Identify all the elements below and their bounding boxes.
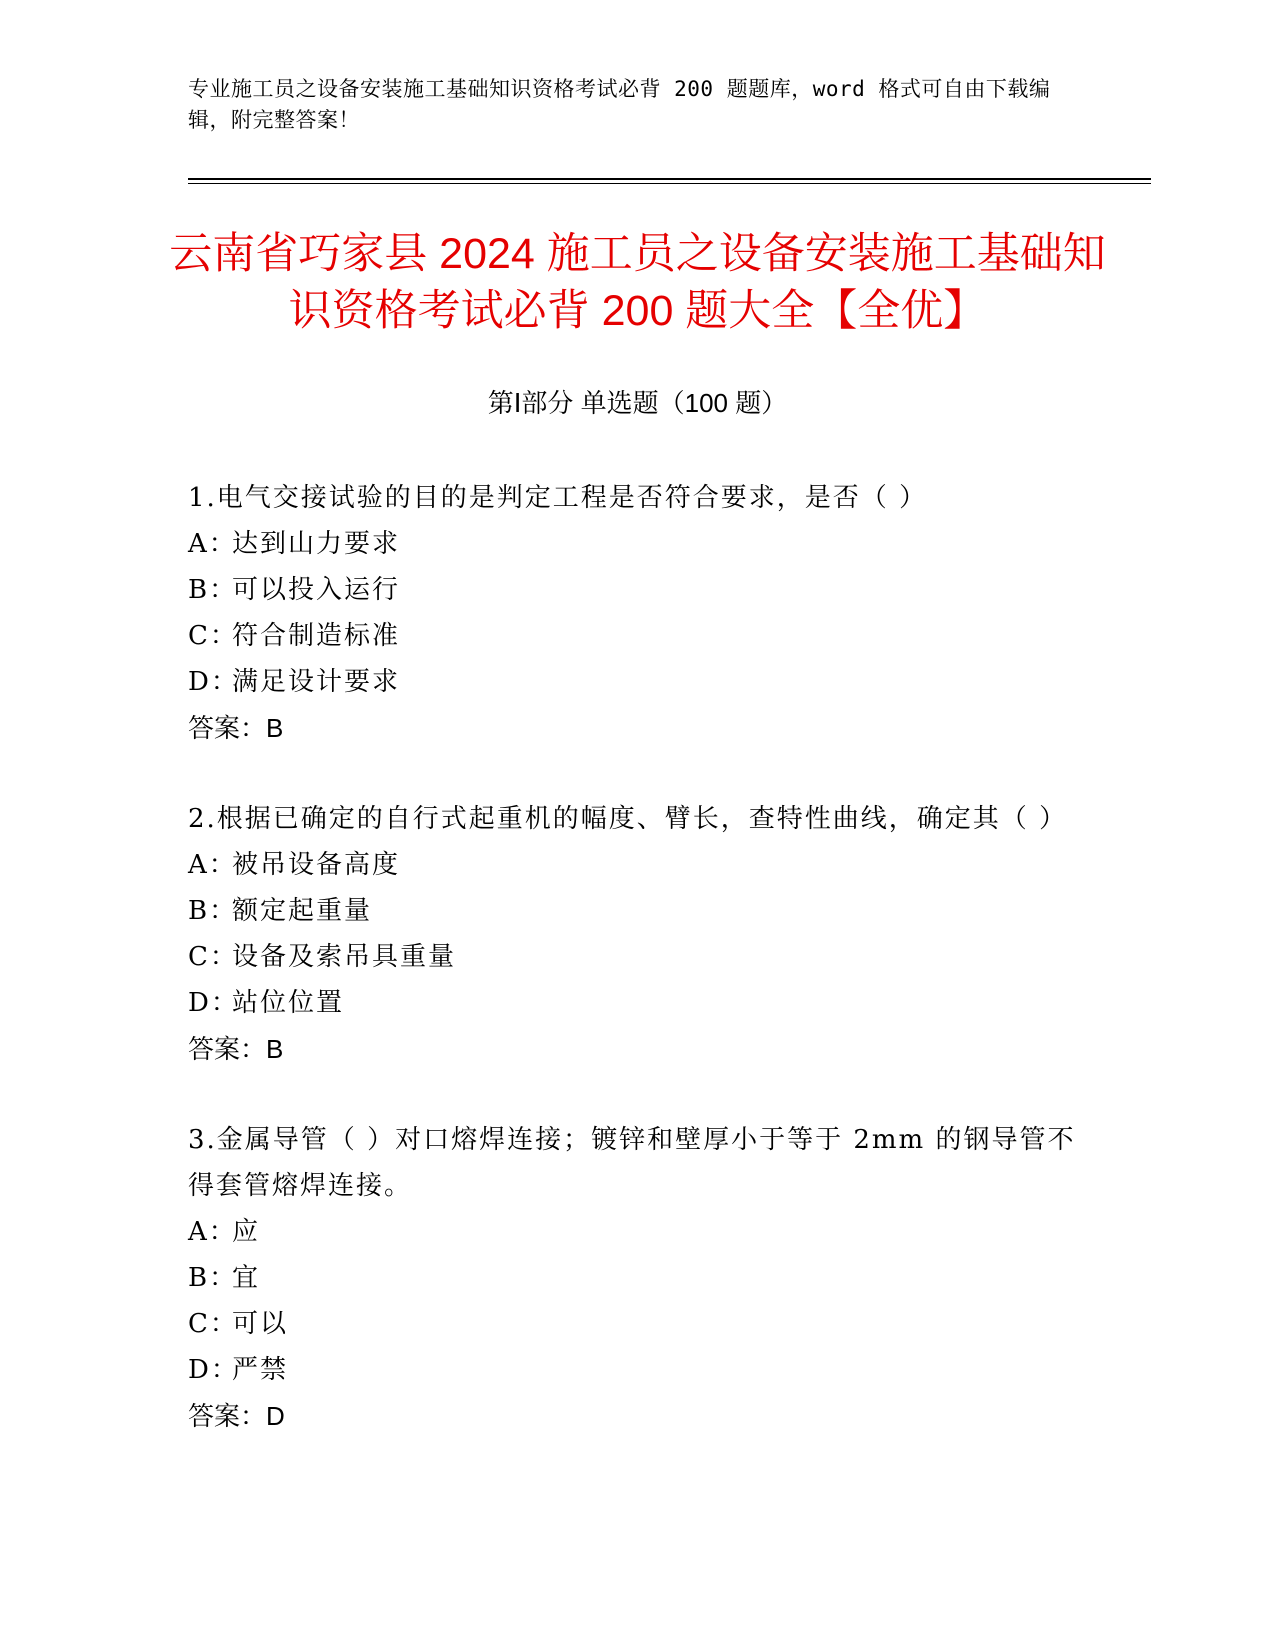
option-d bbox=[188, 980, 1088, 1026]
option-key: A： bbox=[188, 1217, 237, 1247]
option-a bbox=[188, 521, 1088, 567]
option-key: B： bbox=[188, 896, 238, 926]
option-text: 严禁 bbox=[232, 1355, 289, 1385]
option-a bbox=[188, 842, 1088, 888]
question-stem: 3.金属导管（ ）对口熔焊连接；镀锌和壁厚小于等于 2mm 的钢导管不得套管熔焊连接。 bbox=[188, 1125, 1076, 1201]
answer-line: 答案：B bbox=[188, 713, 284, 743]
option-key: A： bbox=[188, 529, 237, 559]
answer-line: 答案：B bbox=[188, 1034, 284, 1064]
option-text: 达到山力要求 bbox=[232, 529, 401, 559]
option-key: D： bbox=[188, 667, 239, 697]
option-text: 额定起重量 bbox=[232, 896, 373, 926]
option-text: 宜 bbox=[232, 1263, 261, 1293]
document-title: 云南省巧家县 2024 施工员之设备安装施工基础知识资格考试必背 200 题大全【全优】 bbox=[169, 230, 1106, 335]
option-key: C： bbox=[188, 621, 238, 651]
option-text: 符合制造标准 bbox=[232, 621, 401, 651]
option-d bbox=[188, 1347, 1088, 1393]
option-b bbox=[188, 567, 1088, 613]
option-text: 可以 bbox=[232, 1309, 289, 1339]
option-a bbox=[188, 1209, 1088, 1255]
option-c bbox=[188, 934, 1088, 980]
option-text: 满足设计要求 bbox=[232, 667, 401, 697]
option-key: D： bbox=[188, 1355, 239, 1385]
option-text: 站位位置 bbox=[232, 988, 345, 1018]
option-key: C： bbox=[188, 942, 238, 972]
header-note: 专业施工员之设备安装施工基础知识资格考试必背 200 题题库，word 格式可自由下载编辑，附完整答案！ bbox=[188, 77, 1051, 132]
option-text: 可以投入运行 bbox=[232, 575, 401, 605]
option-d bbox=[188, 659, 1088, 705]
option-text: 被吊设备高度 bbox=[232, 850, 401, 880]
section-heading: 第Ⅰ部分 单选题（100 题） bbox=[487, 388, 788, 418]
answer-line: 答案：D bbox=[188, 1401, 285, 1431]
question-3 bbox=[188, 1117, 1088, 1439]
question-stem: 1.电气交接试验的目的是判定工程是否符合要求，是否（ ） bbox=[188, 483, 928, 513]
option-b bbox=[188, 888, 1088, 934]
header-rule-thin bbox=[188, 183, 1151, 184]
option-key: A： bbox=[188, 850, 237, 880]
question-2 bbox=[188, 796, 1088, 1072]
question-list bbox=[188, 475, 1088, 1484]
option-text: 设备及索吊具重量 bbox=[232, 942, 457, 972]
option-key: B： bbox=[188, 575, 238, 605]
header-rule-thick bbox=[188, 178, 1151, 180]
option-c bbox=[188, 1301, 1088, 1347]
option-key: C： bbox=[188, 1309, 238, 1339]
option-key: D： bbox=[188, 988, 239, 1018]
option-key: B： bbox=[188, 1263, 238, 1293]
option-text: 应 bbox=[232, 1217, 261, 1247]
option-c bbox=[188, 613, 1088, 659]
option-b bbox=[188, 1255, 1088, 1301]
question-stem: 2.根据已确定的自行式起重机的幅度、臂长，查特性曲线，确定其（ ） bbox=[188, 804, 1068, 834]
question-1 bbox=[188, 475, 1088, 751]
